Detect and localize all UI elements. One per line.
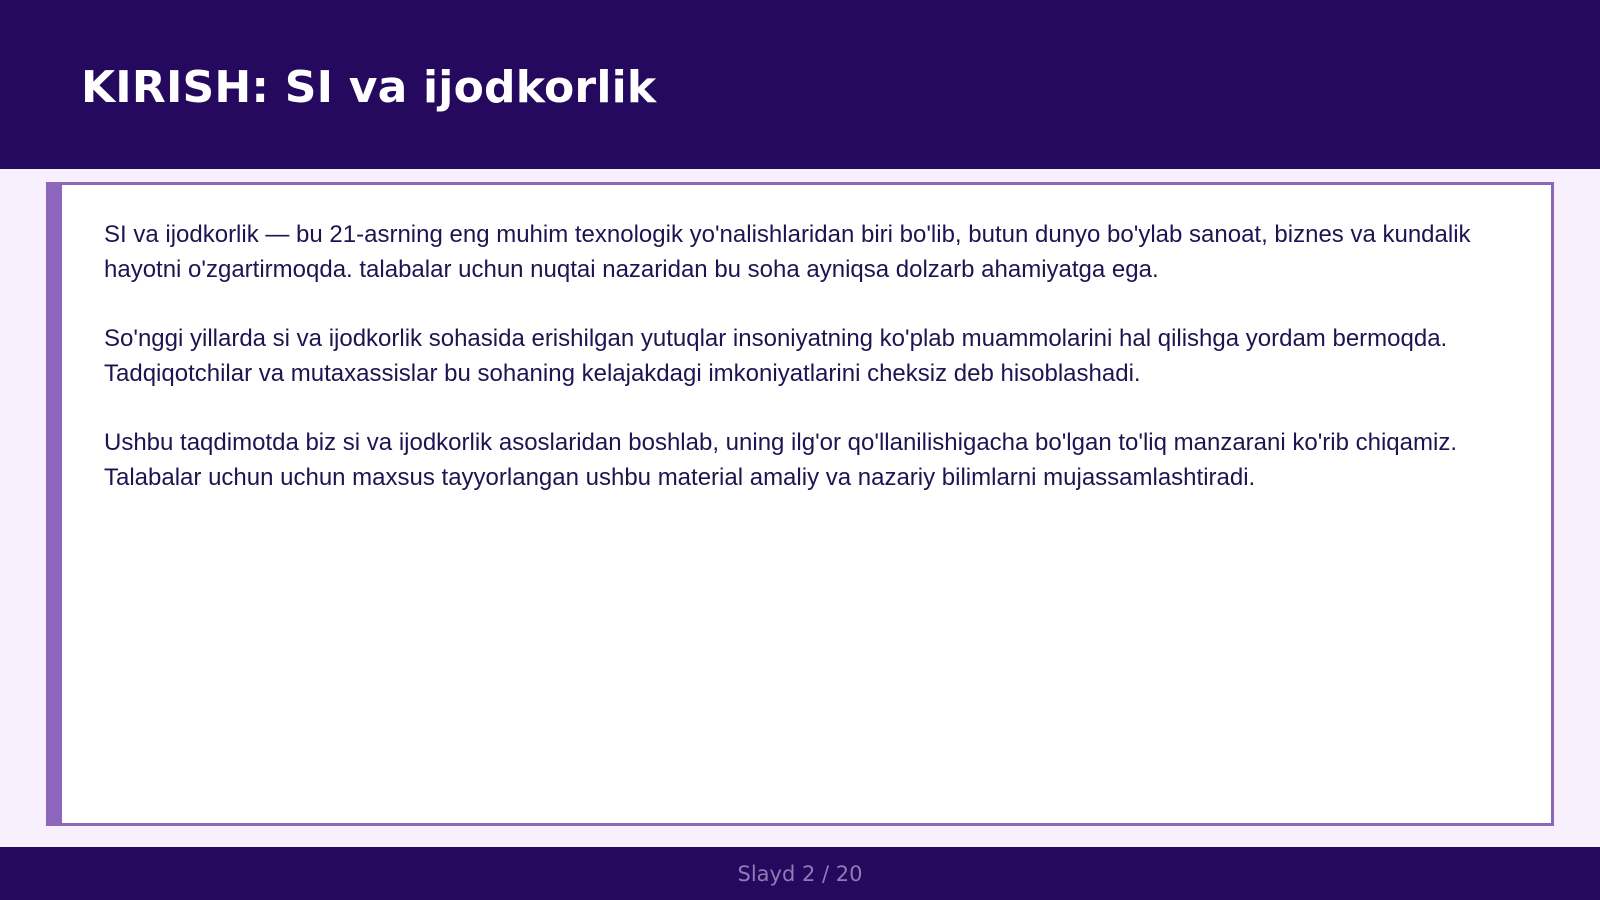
content-text <box>104 217 1524 529</box>
intro-paragraph-3: Ushbu taqdimotda biz si va ijodkorlik asoslaridan boshlab, uning ilg'or qo'llanilishigacha bo'lgan to'liq manzarani ko'rib chiqamiz. Talabalar uchun uchun maxsus tayyorlangan ushbu material amaliy va nazariy bilimlarni mujassamlashtiradi. <box>104 429 1457 491</box>
content-box <box>46 182 1554 826</box>
intro-paragraph-2: So'nggi yillarda si va ijodkorlik sohasida erishilgan yutuqlar insoniyatning ko'plab muammolarini hal qilishga yordam bermoqda. Tadqiqotchilar va mutaxassislar bu sohaning kelajakdagi imkoniyatlarini cheksiz deb hisoblashadi. <box>104 325 1448 387</box>
slide-header <box>0 0 1600 169</box>
slide-footer <box>0 847 1600 900</box>
intro-paragraph-1: SI va ijodkorlik — bu 21-asrning eng muhim texnologik yo'nalishlaridan biri bo'lib, butun dunyo bo'ylab sanoat, biznes va kundalik hayotni o'zgartirmoqda. talabalar uchun nuqtai nazaridan bu soha ayniqsa dolzarb ahamiyatga ega. <box>104 221 1471 283</box>
slide-title: KIRISH: SI va ijodkorlik <box>81 62 657 113</box>
slide-number: Slayd 2 / 20 <box>737 862 863 886</box>
